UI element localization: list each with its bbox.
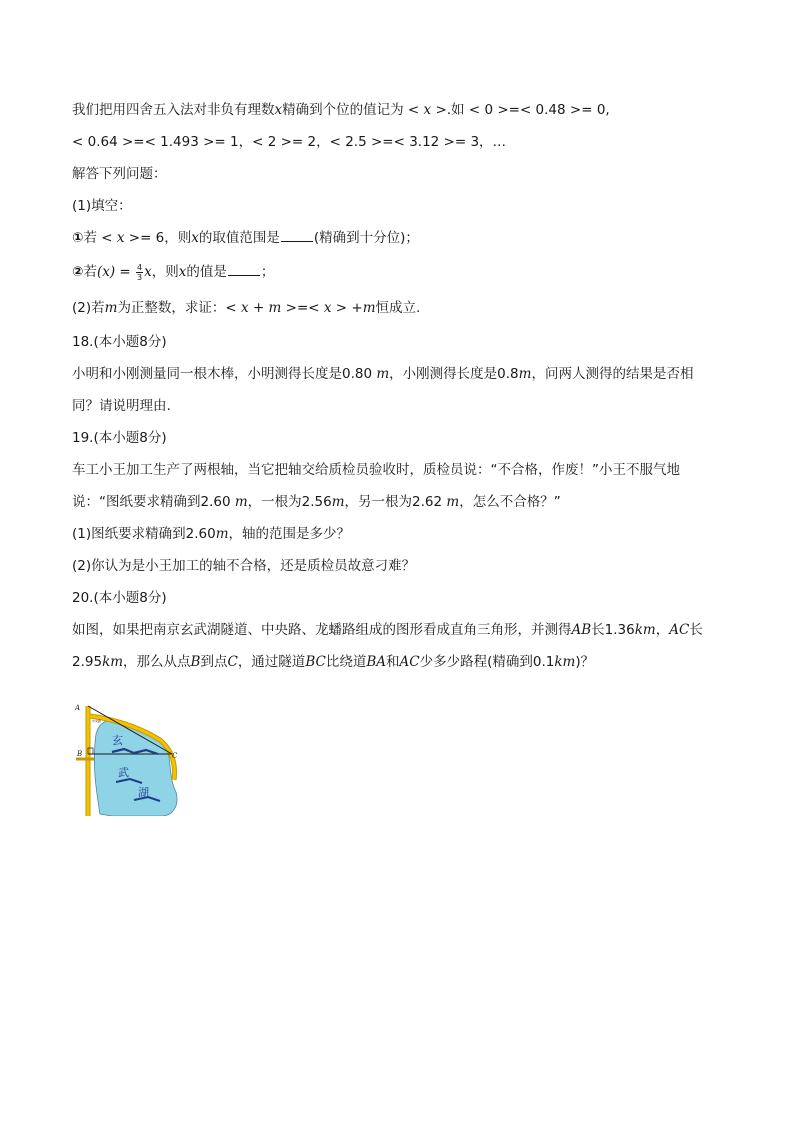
label-a: A xyxy=(75,704,81,712)
unit: km xyxy=(554,654,576,670)
text: = xyxy=(115,264,135,280)
point-label: B xyxy=(190,654,201,670)
answer-blank[interactable] xyxy=(228,263,260,276)
segment-label: AB xyxy=(571,622,592,638)
unit: m xyxy=(376,366,390,382)
numerator: 4 xyxy=(137,262,143,272)
text: 长1.36 xyxy=(591,622,635,638)
text: 如图，如果把南京玄武湖隧道、中央路、龙蟠路组成的图形看成直角三角形，并测得 xyxy=(72,622,572,638)
circled-number: ① xyxy=(72,230,84,246)
denominator: 3 xyxy=(137,272,143,282)
text: 精确到个位的值记为 < xyxy=(282,102,424,118)
text: ，问两人测得的结果是否相 xyxy=(531,366,694,382)
label-c: C xyxy=(172,752,178,760)
text: >= 6，则 xyxy=(124,230,192,246)
circled-number: ② xyxy=(72,264,84,280)
question-1b xyxy=(72,262,274,282)
unit: km xyxy=(102,654,124,670)
text: 恒成立. xyxy=(375,300,421,316)
question-18-heading: 18.(本小题8分) xyxy=(72,334,167,350)
label-b: B xyxy=(77,750,83,758)
lake-shape xyxy=(94,721,177,817)
question-20-line-2 xyxy=(72,652,594,672)
unit: m xyxy=(331,494,345,510)
question-18-line-1 xyxy=(72,364,693,384)
text: 2.95 xyxy=(72,654,103,670)
question-20-line-1 xyxy=(72,620,703,640)
text: 比绕道 xyxy=(325,654,367,670)
unit: m xyxy=(234,494,248,510)
text: (1)图纸要求精确到2.60 xyxy=(72,526,216,542)
question-18-line-2: 同？请说明理由. xyxy=(72,398,171,414)
question-19-line-1: 车工小王加工生产了两根轴，当它把轴交给质检员验收时，质检员说：“不合格，作废！”小王不服气地 xyxy=(72,462,680,478)
question-19-sub-1 xyxy=(72,524,350,544)
segment-label: AC xyxy=(399,654,420,670)
math-var: x xyxy=(274,102,283,118)
intro-line-1 xyxy=(72,100,610,120)
text: ，通过隧道 xyxy=(237,654,306,670)
math-var: m xyxy=(104,300,118,316)
unit: m xyxy=(518,366,532,382)
text: ，小刚测得长度是0.8 xyxy=(389,366,519,382)
text: 说：“图纸要求精确到2.60 xyxy=(72,494,235,510)
text: ，轴的范围是多少？ xyxy=(228,526,350,542)
answer-blank[interactable] xyxy=(281,229,313,242)
question-2 xyxy=(72,298,420,318)
text: 少多少路程(精确到0.1 xyxy=(419,654,555,670)
point-label: C xyxy=(227,654,238,670)
road-label: 中央路 xyxy=(92,719,102,723)
lake-char-xuan: 玄 xyxy=(112,734,123,747)
text: ，怎么不合格？” xyxy=(459,494,561,510)
text: ，则 xyxy=(151,264,179,280)
segment-label: BA xyxy=(366,654,386,670)
lake-char-wu: 武 xyxy=(118,766,129,779)
text: (2)若 xyxy=(72,300,105,316)
unit: m xyxy=(446,494,460,510)
text: ，那么从点 xyxy=(123,654,191,670)
text: ， xyxy=(655,622,670,638)
segment-label: BC xyxy=(305,654,326,670)
question-19-sub-2: (2)你认为是小王加工的轴不合格，还是质检员故意刁难？ xyxy=(72,558,416,574)
instruction-text: 解答下列问题： xyxy=(72,166,167,182)
text: (精确到十分位)； xyxy=(313,230,419,246)
intro-line-2: < 0.64 >=< 1.493 >= 1，< 2 >= 2，< 2.5 >=< 3.12 >= 3，… xyxy=(72,134,507,150)
text: 若 xyxy=(83,264,97,280)
question-20-heading: 20.(本小题8分) xyxy=(72,590,167,606)
text: 到点 xyxy=(200,654,228,670)
text: 小明和小刚测量同一根木棒，小明测得长度是0.80 xyxy=(72,366,377,382)
text: 我们把用四舍五入法对非负有理数 xyxy=(72,102,275,118)
fraction xyxy=(136,263,143,282)
math-expression: x + m xyxy=(241,300,282,316)
math-var: m xyxy=(362,300,376,316)
math-var: x xyxy=(323,300,332,316)
math-var: x xyxy=(191,230,199,246)
math-var: x xyxy=(116,230,125,246)
text: ，一根为2.56 xyxy=(247,494,332,510)
text: > + xyxy=(331,300,363,316)
unit: m xyxy=(215,526,229,542)
xuanwu-lake-map xyxy=(72,704,184,816)
lake-char-hu: 湖 xyxy=(138,786,149,799)
question-19-heading: 19.(本小题8分) xyxy=(72,430,167,446)
text: 为正整数，求证：< xyxy=(117,300,242,316)
question-1a xyxy=(72,228,419,248)
text: 若 < xyxy=(83,230,117,246)
math-var: x xyxy=(178,264,187,280)
math-expression: (x) xyxy=(96,264,116,280)
question-1-heading: (1)填空： xyxy=(72,198,132,214)
math-var: x xyxy=(423,102,432,118)
text: ； xyxy=(260,264,275,280)
text: >=< xyxy=(281,300,324,316)
text: 的取值范围是 xyxy=(198,230,280,246)
text: ，另一根为2.62 xyxy=(344,494,447,510)
math-var: x xyxy=(144,264,152,280)
text: 的值是 xyxy=(186,264,227,280)
text: 和 xyxy=(386,654,400,670)
text: 长 xyxy=(689,622,703,638)
unit: km xyxy=(634,622,656,638)
segment-label: AC xyxy=(669,622,690,638)
text: >.如 < 0 >=< 0.48 >= 0, xyxy=(431,102,610,118)
text: )？ xyxy=(575,654,595,670)
question-19-line-2 xyxy=(72,492,561,512)
